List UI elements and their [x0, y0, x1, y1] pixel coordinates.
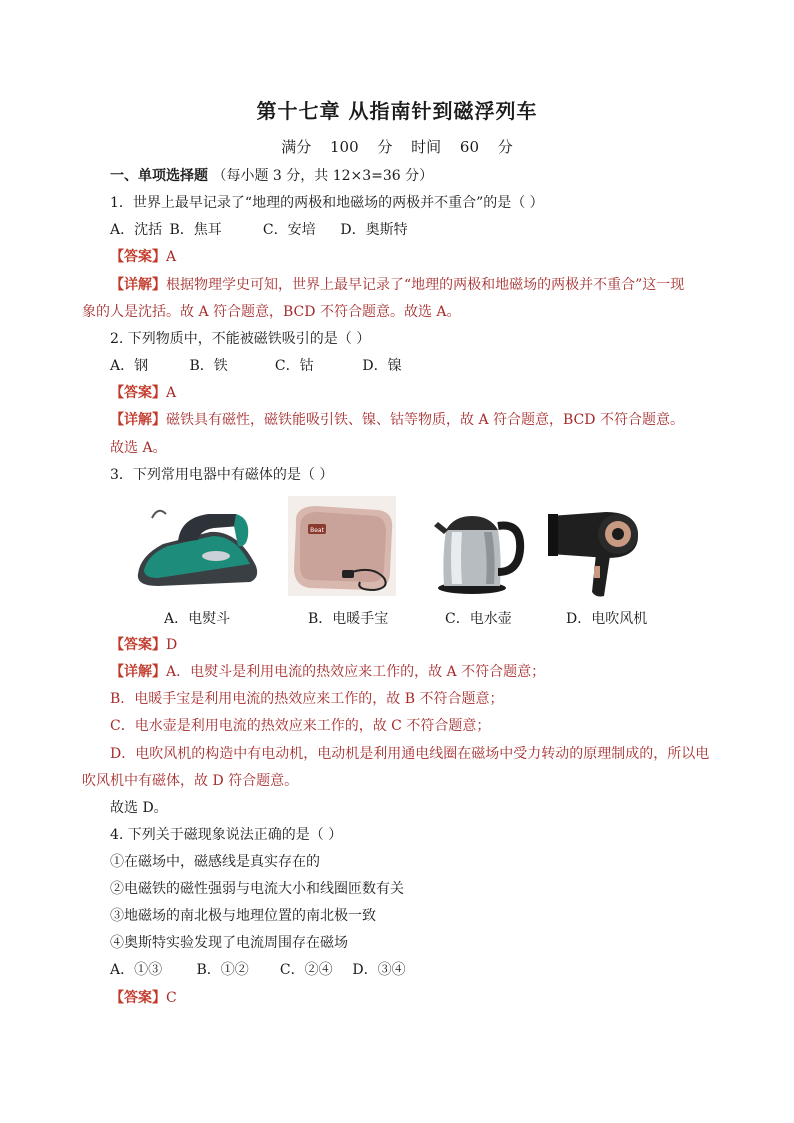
q2-option-a: A．钢	[110, 358, 149, 374]
q2-options	[110, 356, 402, 376]
q3-caption-d: D．电吹风机	[566, 611, 648, 627]
warmer-logo-text: Beat	[310, 527, 324, 534]
q1-option-b: B．焦耳	[169, 222, 222, 238]
q3-detail-line2: B．电暖手宝是利用电流的热效应来工作的，故 B 不符合题意；	[110, 691, 504, 707]
detail-label: 【详解】	[110, 412, 166, 428]
q1-detail-line1: 根据物理学史可知，世界上最早记录了“地理的两极和地磁场的两极并不重合”这一现	[166, 277, 685, 293]
q3-answer: D	[166, 637, 178, 653]
section-note: （每小题 3 分，共 12×3=36 分）	[212, 168, 434, 184]
q1-answer-row	[110, 247, 176, 267]
q4-option-c: C．②④	[279, 962, 333, 978]
q2-detail-line1: 磁铁具有磁性，磁铁能吸引铁、镍、钴等物质，故 A 符合题意，BCD 不符合题意。	[166, 412, 684, 428]
answer-label: 【答案】	[110, 385, 166, 401]
iron-image	[118, 496, 268, 596]
q3-caption-b: B．电暖手宝	[308, 611, 389, 627]
q3-answer-row	[110, 635, 177, 655]
q1-detail-row	[110, 275, 684, 295]
q2-detail-row	[110, 410, 684, 430]
q4-statement-2: ②电磁铁的磁性强弱与电流大小和线圈匝数有关	[110, 881, 404, 897]
detail-label: 【详解】	[110, 277, 166, 293]
detail-label: 【详解】	[110, 664, 166, 680]
hair-dryer-image	[546, 502, 646, 598]
q3-detail-line4: D．电吹风机的构造中有电动机，电动机是利用通电线圈在磁场中受力转动的原理制成的，所以电	[110, 746, 710, 762]
section-heading: 一、单项选择题	[110, 168, 208, 184]
q1-option-a: A．沈括	[110, 222, 163, 238]
q4-option-d: D．③④	[352, 962, 406, 978]
kettle-icon	[432, 498, 527, 598]
kettle-image	[432, 498, 527, 598]
q3-detail-row	[110, 662, 545, 682]
q4-answer-row	[110, 988, 177, 1008]
q3-detail-line1: A．电熨斗是利用电流的热效应来工作的，故 A 不符合题意；	[166, 664, 546, 680]
q1-detail-line2: 象的人是沈括。故 A 符合题意，BCD 不符合题意。故选 A。	[82, 304, 461, 320]
section-heading-row	[110, 166, 433, 186]
q2-option-c: C．钴	[274, 358, 314, 374]
q1-option-d: D．奥斯特	[340, 222, 408, 238]
hand-warmer-icon	[286, 494, 398, 598]
q2-option-d: D．镍	[362, 358, 402, 374]
q3-caption-a: A．电熨斗	[164, 611, 231, 627]
q2-detail-line2: 故选 A。	[110, 440, 167, 456]
q1-answer: A	[166, 249, 177, 265]
q3-detail-line5: 吹风机中有磁体，故 D 符合题意。	[82, 773, 299, 789]
q3-stem: 3．下列常用电器中有磁体的是（ ）	[110, 467, 334, 483]
q4-statement-3: ③地磁场的南北极与地理位置的南北极一致	[110, 908, 376, 924]
q4-option-b: B．①②	[196, 962, 249, 978]
q2-option-b: B．铁	[189, 358, 228, 374]
q1-stem: 1．世界上最早记录了“地理的两极和地磁场的两极并不重合”的是（ ）	[110, 195, 544, 211]
answer-label: 【答案】	[110, 637, 166, 653]
q3-detail-line6: 故选 D。	[110, 800, 168, 816]
q1-options	[110, 220, 408, 240]
q4-stem: 4. 下列关于磁现象说法正确的是（ ）	[110, 827, 343, 843]
page-subtitle: 满分 100 分 时间 60 分	[281, 138, 513, 156]
iron-icon	[118, 496, 268, 596]
q4-statement-1: ①在磁场中，磁感线是真实存在的	[110, 854, 320, 870]
hair-dryer-icon	[546, 502, 646, 598]
q4-options	[110, 960, 406, 980]
q3-caption-c: C．电水壶	[445, 611, 512, 627]
q2-stem: 2. 下列物质中，不能被磁铁吸引的是（ ）	[110, 331, 371, 347]
q4-answer: C	[166, 990, 177, 1006]
q2-answer: A	[166, 385, 177, 401]
answer-label: 【答案】	[110, 249, 166, 265]
q4-option-a: A．①③	[110, 962, 163, 978]
hand-warmer-image	[286, 494, 398, 598]
q3-detail-line3: C．电水壶是利用电流的热效应来工作的，故 C 不符合题意；	[110, 718, 491, 734]
page-title: 第十七章 从指南针到磁浮列车	[256, 99, 538, 123]
q4-statement-4: ④奥斯特实验发现了电流周围存在磁场	[110, 935, 348, 951]
q2-answer-row	[110, 383, 176, 403]
q1-option-c: C．安培	[262, 222, 316, 238]
answer-label: 【答案】	[110, 990, 166, 1006]
